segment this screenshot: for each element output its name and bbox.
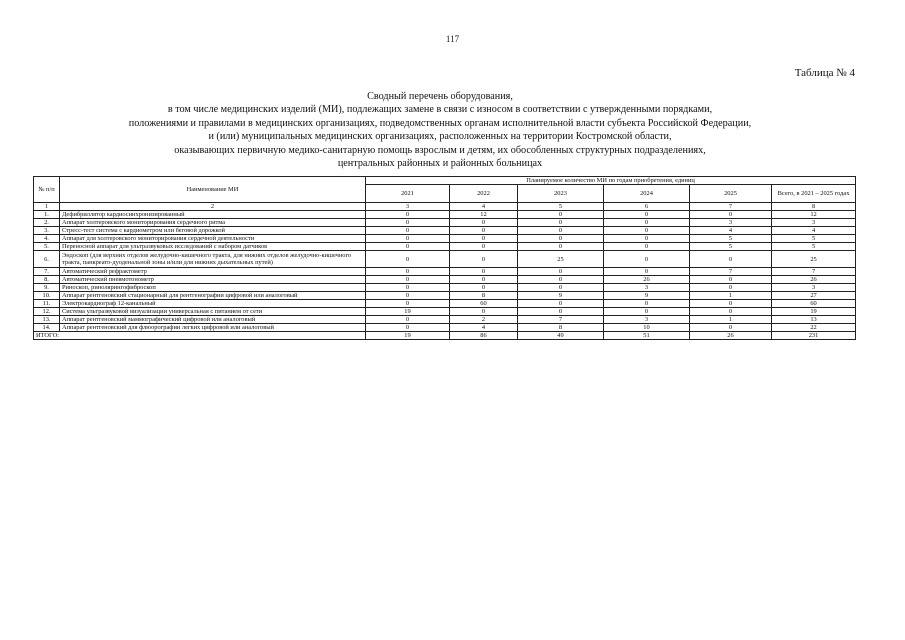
equipment-name: Риноскоп, ринолярингофиброскоп	[60, 284, 366, 292]
year-value-cell: 3	[604, 284, 690, 292]
table-row	[34, 268, 856, 276]
index-cell: 1	[34, 203, 60, 211]
year-value-cell: 0	[450, 284, 518, 292]
year-value-cell: 0	[690, 211, 772, 219]
table-row	[34, 251, 856, 268]
row-number: 4.	[34, 235, 60, 243]
year-value-cell: 0	[690, 300, 772, 308]
row-total-cell: 4	[772, 227, 856, 235]
year-value-cell: 8	[450, 292, 518, 300]
equipment-name: Автоматический рефрактометр	[60, 268, 366, 276]
table-row	[34, 227, 856, 235]
year-value-cell: 12	[450, 211, 518, 219]
row-total-cell: 3	[772, 219, 856, 227]
page-number: 117	[445, 34, 460, 44]
table-row	[34, 235, 856, 243]
table-row	[34, 243, 856, 251]
document-title	[60, 90, 820, 170]
index-cell: 6	[604, 203, 690, 211]
row-number: 1.	[34, 211, 60, 219]
year-value-cell: 0	[366, 243, 450, 251]
row-total-cell: 5	[772, 243, 856, 251]
equipment-name: Аппарат для холтеровского мониторирования сердечной деятельности	[60, 235, 366, 243]
year-value-cell: 0	[604, 211, 690, 219]
header-year: 2024	[604, 185, 690, 203]
row-total-cell: 12	[772, 211, 856, 219]
table-label: Таблица № 4	[794, 67, 855, 79]
year-value-cell: 7	[518, 316, 604, 324]
equipment-name: Аппарат рентгеновский для флюорографии легких цифровой или аналоговый	[60, 324, 366, 332]
table-row	[34, 276, 856, 284]
total-cell: 231	[772, 332, 856, 340]
header-number: № п/п	[34, 177, 60, 203]
index-cell: 4	[450, 203, 518, 211]
total-cell: 26	[690, 332, 772, 340]
header-name: Наименование МИ	[60, 177, 366, 203]
equipment-table	[33, 176, 856, 340]
year-value-cell: 0	[690, 308, 772, 316]
year-value-cell: 0	[366, 251, 450, 268]
row-total-cell: 5	[772, 235, 856, 243]
equipment-name: Переносной аппарат для ультразвуковых исследований с набором датчиков	[60, 243, 366, 251]
total-row	[34, 332, 856, 340]
total-label: ИТОГО:	[34, 332, 366, 340]
equipment-name: Стресс-тест система с кардиометром или беговой дорожкой	[60, 227, 366, 235]
year-value-cell: 0	[366, 324, 450, 332]
total-cell: 51	[604, 332, 690, 340]
equipment-name: Аппарат рентгеновский маммографический цифровой или аналоговый	[60, 316, 366, 324]
row-number: 12.	[34, 308, 60, 316]
row-total-cell: 19	[772, 308, 856, 316]
year-value-cell: 0	[690, 284, 772, 292]
year-value-cell: 0	[604, 300, 690, 308]
year-value-cell: 0	[450, 235, 518, 243]
year-value-cell: 0	[450, 251, 518, 268]
year-value-cell: 0	[450, 268, 518, 276]
equipment-name: Аппарат рентгеновский стационарный для рентгенографии цифровой или аналоговый	[60, 292, 366, 300]
year-value-cell: 0	[604, 227, 690, 235]
year-value-cell: 4	[690, 227, 772, 235]
row-total-cell: 26	[772, 276, 856, 284]
row-number: 7.	[34, 268, 60, 276]
index-cell: 7	[690, 203, 772, 211]
index-cell: 5	[518, 203, 604, 211]
total-cell: 19	[366, 332, 450, 340]
total-cell: 86	[450, 332, 518, 340]
year-value-cell: 0	[518, 308, 604, 316]
year-value-cell: 1	[690, 316, 772, 324]
table-row	[34, 211, 856, 219]
year-value-cell: 0	[518, 268, 604, 276]
table-row	[34, 292, 856, 300]
year-value-cell: 0	[450, 276, 518, 284]
equipment-name: Электрокардиограф 12-канальный	[60, 300, 366, 308]
row-number: 11.	[34, 300, 60, 308]
year-value-cell: 0	[366, 211, 450, 219]
index-cell: 3	[366, 203, 450, 211]
year-value-cell: 0	[450, 308, 518, 316]
year-value-cell: 19	[366, 308, 450, 316]
year-value-cell: 0	[518, 211, 604, 219]
year-value-cell: 3	[604, 316, 690, 324]
row-number: 13.	[34, 316, 60, 324]
title-line: положениями и правилами в медицинских организациях, подведомственных органам исполнительной власти субъекта Российской Федерации,	[128, 117, 752, 129]
year-value-cell: 0	[604, 235, 690, 243]
equipment-name: Аппарат холтеровского мониторирования сердечного ритма	[60, 219, 366, 227]
year-value-cell: 0	[366, 316, 450, 324]
year-value-cell: 0	[366, 276, 450, 284]
header-total: Всего, в 2021 – 2025 годах	[772, 185, 856, 203]
year-value-cell: 0	[518, 235, 604, 243]
row-number: 8.	[34, 276, 60, 284]
header-year: 2022	[450, 185, 518, 203]
index-row	[34, 203, 856, 211]
equipment-name: Эндоскоп (для верхних отделов желудочно-кишечного тракта, для нижних отделов желудочно-кишечного тракта, панкреато-дуоденальной зоны и/или для нижних дыхательных путей)	[60, 251, 366, 268]
row-total-cell: 13	[772, 316, 856, 324]
equipment-name: Автоматический пневмотонометр	[60, 276, 366, 284]
year-value-cell: 0	[690, 276, 772, 284]
row-number: 5.	[34, 243, 60, 251]
year-value-cell: 0	[604, 243, 690, 251]
table-row	[34, 316, 856, 324]
row-total-cell: 25	[772, 251, 856, 268]
row-number: 3.	[34, 227, 60, 235]
title-line: Сводный перечень оборудования,	[367, 91, 513, 102]
year-value-cell: 0	[366, 284, 450, 292]
year-value-cell: 0	[690, 324, 772, 332]
year-value-cell: 5	[690, 235, 772, 243]
table-row	[34, 324, 856, 332]
title-line: центральных районных и районных больницах	[337, 158, 543, 170]
row-number: 6.	[34, 251, 60, 268]
year-value-cell: 1	[690, 292, 772, 300]
year-value-cell: 0	[690, 251, 772, 268]
year-value-cell: 0	[450, 219, 518, 227]
year-value-cell: 7	[690, 268, 772, 276]
year-value-cell: 0	[604, 219, 690, 227]
row-total-cell: 27	[772, 292, 856, 300]
row-number: 10.	[34, 292, 60, 300]
index-cell: 8	[772, 203, 856, 211]
row-total-cell: 22	[772, 324, 856, 332]
year-value-cell: 0	[366, 300, 450, 308]
row-total-cell: 3	[772, 284, 856, 292]
year-value-cell: 25	[518, 251, 604, 268]
year-value-cell: 0	[518, 284, 604, 292]
year-value-cell: 0	[604, 308, 690, 316]
equipment-name: Дефибриллятор кардиосинхронизированный	[60, 211, 366, 219]
index-cell: 2	[60, 203, 366, 211]
table-row	[34, 219, 856, 227]
table-row	[34, 300, 856, 308]
title-line: в том числе медицинских изделий (МИ), подлежащих замене в связи с износом в соответствии с утвержденными порядками,	[167, 104, 713, 116]
year-value-cell: 0	[366, 219, 450, 227]
year-value-cell: 10	[604, 324, 690, 332]
year-value-cell: 0	[366, 268, 450, 276]
table-body	[34, 203, 856, 332]
year-value-cell: 3	[690, 219, 772, 227]
title-line: и (или) муниципальных медицинских организациях, расположенных на территории Костромской области,	[208, 131, 672, 143]
header-year: 2025	[690, 185, 772, 203]
year-value-cell: 8	[518, 324, 604, 332]
row-number: 2.	[34, 219, 60, 227]
year-value-cell: 5	[690, 243, 772, 251]
equipment-name: Система ультразвуковой визуализации универсальная с питанием от сети	[60, 308, 366, 316]
row-number: 9.	[34, 284, 60, 292]
year-value-cell: 0	[450, 227, 518, 235]
year-value-cell: 0	[518, 276, 604, 284]
year-value-cell: 4	[450, 324, 518, 332]
year-value-cell: 0	[518, 219, 604, 227]
year-value-cell: 0	[604, 251, 690, 268]
total-cell: 49	[518, 332, 604, 340]
year-value-cell: 0	[450, 243, 518, 251]
year-value-cell: 0	[366, 227, 450, 235]
year-value-cell: 2	[450, 316, 518, 324]
year-value-cell: 0	[366, 235, 450, 243]
row-total-cell: 7	[772, 268, 856, 276]
year-value-cell: 26	[604, 276, 690, 284]
year-value-cell: 0	[518, 300, 604, 308]
header-group: Планируемое количество МИ по годам приобретения, единиц	[366, 177, 856, 185]
year-value-cell: 0	[518, 227, 604, 235]
row-total-cell: 60	[772, 300, 856, 308]
year-value-cell: 0	[518, 243, 604, 251]
year-value-cell: 9	[604, 292, 690, 300]
year-value-cell: 0	[366, 292, 450, 300]
year-value-cell: 0	[604, 268, 690, 276]
header-year: 2021	[366, 185, 450, 203]
table-row	[34, 284, 856, 292]
table-row	[34, 308, 856, 316]
header-year: 2023	[518, 185, 604, 203]
row-number: 14.	[34, 324, 60, 332]
title-line: оказывающих первичную медико-санитарную помощь взрослым и детям, их обособленных структурных подразделениях,	[174, 144, 706, 156]
year-value-cell: 60	[450, 300, 518, 308]
year-value-cell: 9	[518, 292, 604, 300]
